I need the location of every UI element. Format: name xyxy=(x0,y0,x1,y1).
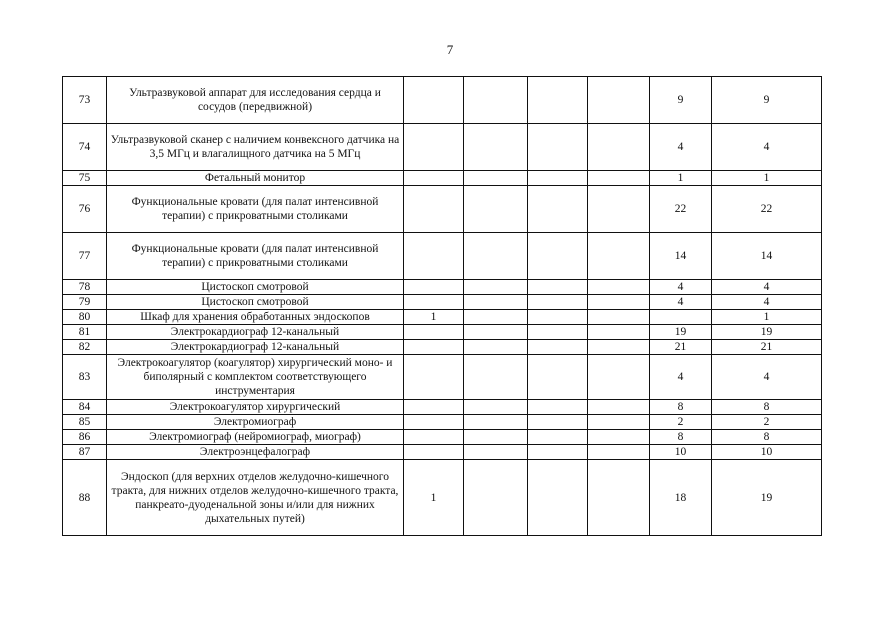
table-row xyxy=(63,233,822,280)
quantity-col-d-cell xyxy=(588,77,650,124)
quantity-col-b-cell xyxy=(464,430,528,445)
quantity-col-c-cell xyxy=(528,325,588,340)
quantity-col-c-cell xyxy=(528,430,588,445)
quantity-col-d-cell xyxy=(588,280,650,295)
quantity-col-e-cell: 18 xyxy=(650,460,712,536)
quantity-col-a-cell xyxy=(404,325,464,340)
quantity-col-a-cell xyxy=(404,280,464,295)
total-quantity-cell: 2 xyxy=(712,415,822,430)
quantity-col-c-cell xyxy=(528,186,588,233)
quantity-col-b-cell xyxy=(464,400,528,415)
equipment-name-cell: Фетальный монитор xyxy=(107,171,404,186)
quantity-col-d-cell xyxy=(588,445,650,460)
equipment-name-cell: Электрокоагулятор (коагулятор) хирургический моно- и биполярный с комплектом соответствующего инструментария xyxy=(107,355,404,400)
row-number-cell: 88 xyxy=(63,460,107,536)
total-quantity-cell: 22 xyxy=(712,186,822,233)
table-row xyxy=(63,415,822,430)
table-row xyxy=(63,430,822,445)
quantity-col-c-cell xyxy=(528,77,588,124)
quantity-col-a-cell xyxy=(404,445,464,460)
quantity-col-a-cell xyxy=(404,430,464,445)
quantity-col-b-cell xyxy=(464,445,528,460)
total-quantity-cell: 21 xyxy=(712,340,822,355)
quantity-col-c-cell xyxy=(528,280,588,295)
equipment-table xyxy=(62,76,822,536)
quantity-col-a-cell xyxy=(404,77,464,124)
quantity-col-e-cell: 1 xyxy=(650,171,712,186)
row-number-cell: 78 xyxy=(63,280,107,295)
quantity-col-a-cell xyxy=(404,400,464,415)
quantity-col-b-cell xyxy=(464,355,528,400)
total-quantity-cell: 19 xyxy=(712,325,822,340)
total-quantity-cell: 14 xyxy=(712,233,822,280)
quantity-col-e-cell: 8 xyxy=(650,430,712,445)
quantity-col-a-cell xyxy=(404,186,464,233)
quantity-col-e-cell: 4 xyxy=(650,124,712,171)
quantity-col-d-cell xyxy=(588,355,650,400)
table-row xyxy=(63,445,822,460)
equipment-name-cell: Электромиограф (нейромиограф, миограф) xyxy=(107,430,404,445)
quantity-col-b-cell xyxy=(464,280,528,295)
row-number-cell: 76 xyxy=(63,186,107,233)
quantity-col-b-cell xyxy=(464,186,528,233)
table-row xyxy=(63,460,822,536)
row-number-cell: 74 xyxy=(63,124,107,171)
equipment-name-cell: Эндоскоп (для верхних отделов желудочно-кишечного тракта, для нижних отделов желудочно-кишечного тракта, панкреато-дуоденальной зоны и/или для нижних дыхательных путей) xyxy=(107,460,404,536)
row-number-cell: 84 xyxy=(63,400,107,415)
row-number-cell: 77 xyxy=(63,233,107,280)
quantity-col-b-cell xyxy=(464,295,528,310)
quantity-col-c-cell xyxy=(528,460,588,536)
equipment-name-cell: Ультразвуковой аппарат для исследования сердца и сосудов (передвижной) xyxy=(107,77,404,124)
total-quantity-cell: 4 xyxy=(712,124,822,171)
quantity-col-a-cell xyxy=(404,340,464,355)
equipment-name-cell: Электрокардиограф 12-канальный xyxy=(107,325,404,340)
total-quantity-cell: 10 xyxy=(712,445,822,460)
equipment-name-cell: Шкаф для хранения обработанных эндоскопов xyxy=(107,310,404,325)
quantity-col-a-cell xyxy=(404,355,464,400)
row-number-cell: 75 xyxy=(63,171,107,186)
quantity-col-c-cell xyxy=(528,445,588,460)
row-number-cell: 80 xyxy=(63,310,107,325)
quantity-col-b-cell xyxy=(464,310,528,325)
quantity-col-e-cell: 4 xyxy=(650,355,712,400)
row-number-cell: 85 xyxy=(63,415,107,430)
page-number: 7 xyxy=(446,42,454,57)
table-row xyxy=(63,295,822,310)
quantity-col-d-cell xyxy=(588,340,650,355)
total-quantity-cell: 4 xyxy=(712,280,822,295)
quantity-col-b-cell xyxy=(464,77,528,124)
table-row xyxy=(63,124,822,171)
equipment-name-cell: Функциональные кровати (для палат интенсивной терапии) с прикроватными столиками xyxy=(107,186,404,233)
quantity-col-c-cell xyxy=(528,124,588,171)
quantity-col-a-cell xyxy=(404,295,464,310)
quantity-col-e-cell: 4 xyxy=(650,295,712,310)
total-quantity-cell: 1 xyxy=(712,310,822,325)
total-quantity-cell: 9 xyxy=(712,77,822,124)
table-row xyxy=(63,171,822,186)
quantity-col-c-cell xyxy=(528,415,588,430)
quantity-col-d-cell xyxy=(588,186,650,233)
quantity-col-d-cell xyxy=(588,310,650,325)
quantity-col-c-cell xyxy=(528,171,588,186)
equipment-name-cell: Ультразвуковой сканер с наличием конвексного датчика на 3,5 МГц и влагалищного датчика на 5 МГц xyxy=(107,124,404,171)
quantity-col-e-cell: 21 xyxy=(650,340,712,355)
quantity-col-d-cell xyxy=(588,295,650,310)
table-row xyxy=(63,325,822,340)
quantity-col-e-cell: 22 xyxy=(650,186,712,233)
quantity-col-e-cell: 19 xyxy=(650,325,712,340)
quantity-col-e-cell: 9 xyxy=(650,77,712,124)
row-number-cell: 73 xyxy=(63,77,107,124)
quantity-col-b-cell xyxy=(464,124,528,171)
table-row xyxy=(63,310,822,325)
table-row xyxy=(63,355,822,400)
quantity-col-d-cell xyxy=(588,171,650,186)
quantity-col-a-cell: 1 xyxy=(404,310,464,325)
quantity-col-a-cell xyxy=(404,124,464,171)
row-number-cell: 86 xyxy=(63,430,107,445)
quantity-col-d-cell xyxy=(588,415,650,430)
quantity-col-e-cell: 14 xyxy=(650,233,712,280)
quantity-col-a-cell: 1 xyxy=(404,460,464,536)
total-quantity-cell: 1 xyxy=(712,171,822,186)
table-row xyxy=(63,340,822,355)
quantity-col-c-cell xyxy=(528,310,588,325)
quantity-col-e-cell xyxy=(650,310,712,325)
table-body xyxy=(63,77,822,536)
quantity-col-b-cell xyxy=(464,340,528,355)
quantity-col-a-cell xyxy=(404,415,464,430)
quantity-col-d-cell xyxy=(588,124,650,171)
total-quantity-cell: 8 xyxy=(712,400,822,415)
quantity-col-c-cell xyxy=(528,400,588,415)
quantity-col-b-cell xyxy=(464,415,528,430)
quantity-col-c-cell xyxy=(528,295,588,310)
row-number-cell: 82 xyxy=(63,340,107,355)
equipment-name-cell: Электромиограф xyxy=(107,415,404,430)
table-row xyxy=(63,400,822,415)
quantity-col-b-cell xyxy=(464,233,528,280)
quantity-col-a-cell xyxy=(404,171,464,186)
quantity-col-e-cell: 2 xyxy=(650,415,712,430)
equipment-name-cell: Функциональные кровати (для палат интенсивной терапии) с прикроватными столиками xyxy=(107,233,404,280)
quantity-col-e-cell: 10 xyxy=(650,445,712,460)
row-number-cell: 87 xyxy=(63,445,107,460)
table-row xyxy=(63,186,822,233)
quantity-col-d-cell xyxy=(588,233,650,280)
quantity-col-c-cell xyxy=(528,340,588,355)
total-quantity-cell: 4 xyxy=(712,355,822,400)
equipment-name-cell: Цистоскоп смотровой xyxy=(107,280,404,295)
equipment-name-cell: Электрокардиограф 12-канальный xyxy=(107,340,404,355)
quantity-col-d-cell xyxy=(588,325,650,340)
row-number-cell: 83 xyxy=(63,355,107,400)
quantity-col-d-cell xyxy=(588,400,650,415)
table-row xyxy=(63,77,822,124)
row-number-cell: 79 xyxy=(63,295,107,310)
quantity-col-c-cell xyxy=(528,233,588,280)
row-number-cell: 81 xyxy=(63,325,107,340)
total-quantity-cell: 4 xyxy=(712,295,822,310)
quantity-col-b-cell xyxy=(464,460,528,536)
quantity-col-e-cell: 4 xyxy=(650,280,712,295)
quantity-col-b-cell xyxy=(464,325,528,340)
quantity-col-e-cell: 8 xyxy=(650,400,712,415)
quantity-col-d-cell xyxy=(588,430,650,445)
equipment-name-cell: Электрокоагулятор хирургический xyxy=(107,400,404,415)
total-quantity-cell: 8 xyxy=(712,430,822,445)
total-quantity-cell: 19 xyxy=(712,460,822,536)
quantity-col-a-cell xyxy=(404,233,464,280)
quantity-col-d-cell xyxy=(588,460,650,536)
table-row xyxy=(63,280,822,295)
quantity-col-b-cell xyxy=(464,171,528,186)
equipment-name-cell: Электроэнцефалограф xyxy=(107,445,404,460)
quantity-col-c-cell xyxy=(528,355,588,400)
equipment-name-cell: Цистоскоп смотровой xyxy=(107,295,404,310)
